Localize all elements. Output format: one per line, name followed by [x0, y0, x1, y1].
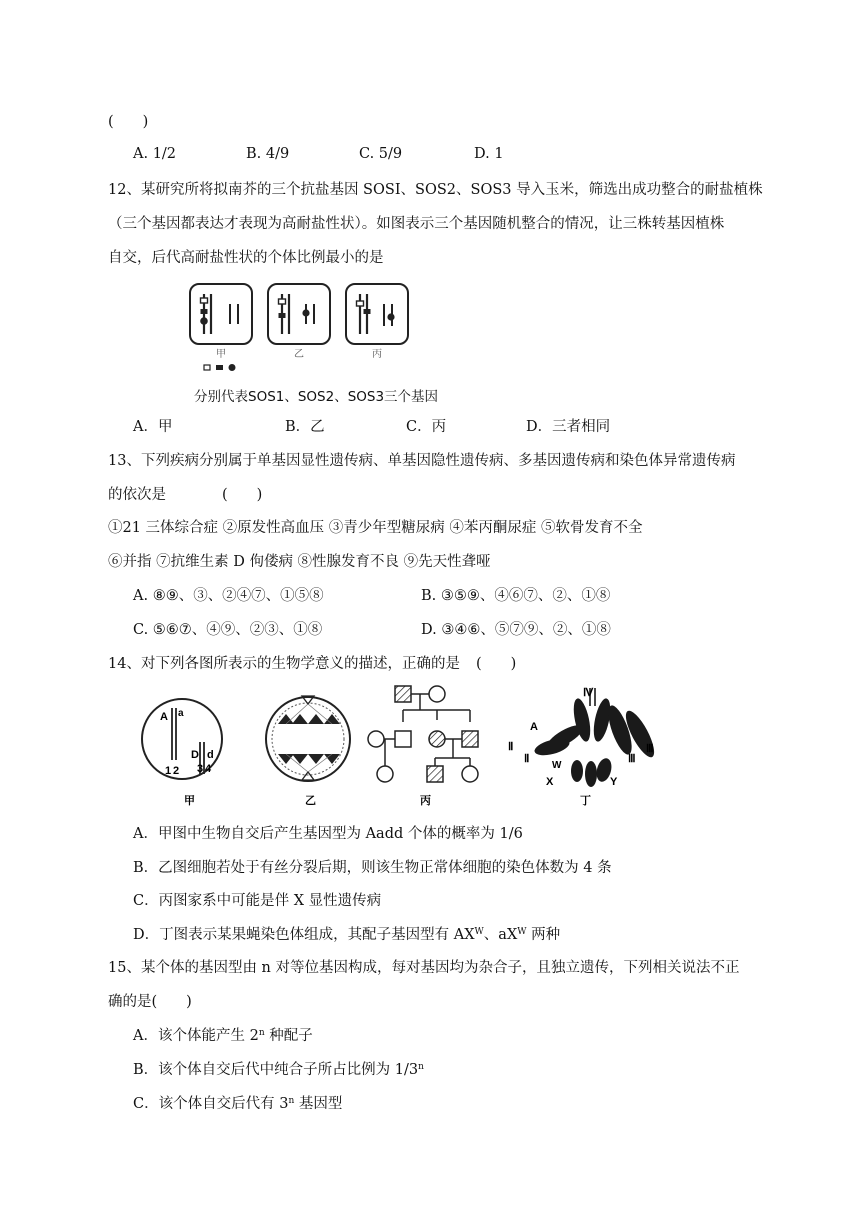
q13-stem-line2: 的依次是: [108, 487, 166, 503]
q12-option-d: D．三者相同: [526, 419, 611, 435]
q13-stem-line1: 13、下列疾病分别属于单基因显性遗传病、单基因隐性遗传病、多基因遗传病和染色体异常遗传病: [108, 453, 736, 469]
q14-label-yi: 乙: [305, 795, 316, 807]
q13-option-a: A. ⑧⑨、③、②④⑦、①⑤⑧: [133, 588, 324, 604]
svg-text:X: X: [546, 776, 554, 788]
svg-text:2: 2: [173, 765, 180, 777]
svg-text:Ⅳ: Ⅳ: [583, 687, 594, 699]
svg-text:a: a: [564, 746, 570, 757]
svg-text:A: A: [160, 711, 168, 723]
svg-text:Ⅱ: Ⅱ: [524, 753, 530, 765]
svg-text:Ⅲ: Ⅲ: [646, 743, 654, 755]
legend-filled-square-icon: [216, 365, 223, 370]
q13-option-c: C. ⑤⑥⑦、④⑨、②③、①⑧: [133, 622, 323, 638]
q12-option-b: B．乙: [285, 419, 325, 435]
q14-option-a: A．甲图中生物自交后产生基因型为 Aadd 个体的概率为 1/6: [133, 826, 523, 842]
svg-text:Ⅲ: Ⅲ: [628, 753, 636, 765]
legend-dot-icon: [229, 364, 236, 371]
q14-fig-bing-pedigree: [368, 686, 478, 782]
q12-stem-line2: （三个基因都表达才表现为高耐盐性状）。如图表示三个基因随机整合的情况，让三株转基因植株: [108, 216, 725, 232]
q12-label-yi: 乙: [294, 349, 304, 360]
svg-text:A: A: [530, 721, 538, 733]
q12-figure: [186, 280, 446, 374]
q15-option-c: C．该个体自交后代有 3$^n$ 基因型: [133, 1096, 343, 1112]
q14-stem: 14、对下列各图所表示的生物学意义的描述，正确的是: [108, 656, 460, 672]
q13-option-d: D. ③④⑥、⑤⑦⑨、②、①⑧: [421, 622, 611, 638]
svg-text:a: a: [178, 708, 184, 719]
q15-stem-line1: 15、某个体的基因型由 n 对等位基因构成，每对基因均为杂合子，且独立遗传，下列相关说法不正: [108, 960, 740, 976]
q15-option-a: A．该个体能产生 2$^n$ 种配子: [133, 1028, 313, 1044]
q14-label-ding: 丁: [580, 795, 591, 807]
q12-stem-line3: 自交，后代高耐盐性状的个体比例最小的是: [108, 250, 384, 266]
svg-text:Ⅱ: Ⅱ: [508, 741, 514, 753]
q13-disease-list2: ⑥并指 ⑦抗维生素 D 佝偻病 ⑧性腺发育不良 ⑨先天性聋哑: [108, 554, 491, 570]
svg-text:d: d: [207, 749, 214, 761]
q11-option-a: A. 1/2: [133, 146, 177, 162]
q13-disease-list1: ①21 三体综合症 ②原发性高血压 ③青少年型糖尿病 ④苯丙酮尿症 ⑤软骨发育不全: [108, 520, 643, 536]
q11-option-b: B. 4/9: [246, 146, 290, 162]
q12-stem-line1: 12、某研究所将拟南芥的三个抗盐基因 SOSI、SOS2、SOS3 导入玉米，筛选出成功整合的耐盐植株: [108, 182, 763, 198]
q14-option-c: C．丙图家系中可能是伴 X 显性遗传病: [133, 893, 382, 909]
svg-text:Y: Y: [610, 776, 618, 788]
q14-figure: [140, 682, 670, 812]
q14-label-bing: 丙: [420, 795, 431, 807]
q14-fig-yi: [266, 696, 350, 781]
q12-label-bing: 丙: [372, 349, 382, 360]
q12-option-a: A．甲: [133, 419, 173, 435]
q14-fig-ding-karyotype: [508, 687, 659, 788]
q14-option-b: B．乙图细胞若处于有丝分裂后期，则该生物正常体细胞的染色体数为 4 条: [133, 860, 612, 876]
q13-paren: ( ): [222, 487, 263, 503]
q14-option-d: D．丁图表示某果蝇染色体组成，其配子基因型有 $AX^W$、$aX^W$ 两种: [133, 927, 561, 943]
q14-fig-jia: [142, 699, 222, 779]
q13-option-b: B. ③⑤⑨、④⑥⑦、②、①⑧: [421, 588, 611, 604]
q12-option-c: C．丙: [406, 419, 447, 435]
svg-text:3: 3: [197, 763, 204, 775]
q15-option-b: B．该个体自交后代中纯合子所占比例为 1/3$^n$: [133, 1062, 424, 1078]
q12-cell-yi: [268, 284, 330, 344]
q12-cell-bing: [346, 284, 408, 344]
q12-label-jia: 甲: [216, 349, 226, 360]
q11-option-d: D. 1: [474, 146, 504, 162]
svg-text:D: D: [191, 749, 199, 761]
svg-text:1: 1: [165, 765, 172, 777]
q12-legend-text: 分别代表SOS1、SOS2、SOS3三个基因: [194, 389, 439, 405]
q14-paren: ( ): [476, 656, 517, 672]
svg-text:W: W: [552, 760, 562, 771]
svg-text:4: 4: [205, 763, 212, 775]
q15-stem-line2: 确的是( ): [108, 994, 192, 1010]
legend-open-square-icon: [204, 365, 210, 370]
q11-paren: ( ): [108, 114, 149, 130]
q14-label-jia: 甲: [184, 795, 195, 807]
q12-cell-jia: [190, 284, 252, 344]
q11-option-c: C. 5/9: [359, 146, 403, 162]
